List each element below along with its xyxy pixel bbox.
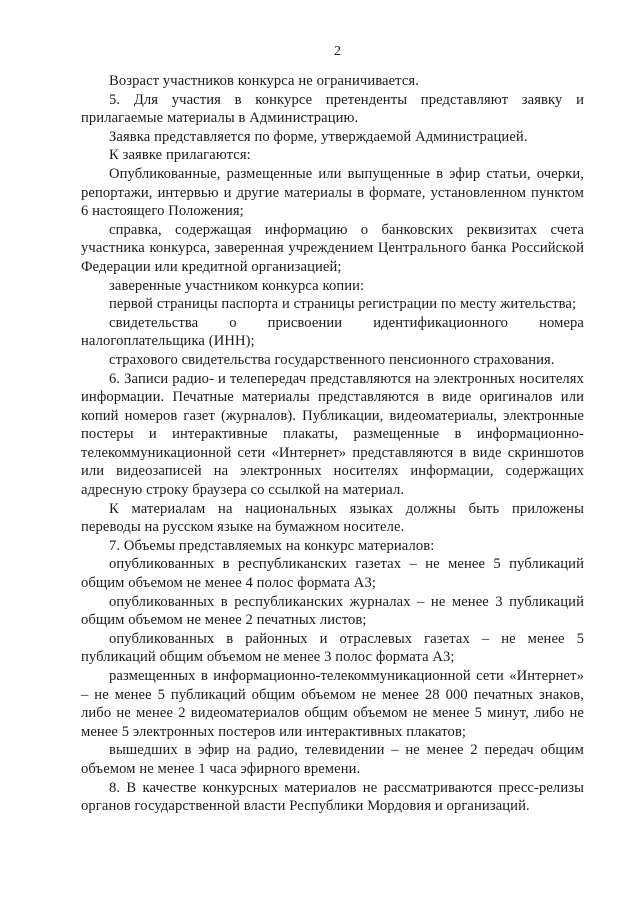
paragraph-republican-newspapers: опубликованных в республиканских газетах – не менее 5 публикаций общим объемом не менее 4 полос формата А3; bbox=[81, 556, 584, 592]
paragraph-translations: К материалам на национальных языках должны быть приложены переводы на русском языке на бумажном носителе. bbox=[81, 500, 584, 536]
paragraph-published-materials: Опубликованные, размещенные или выпущенные в эфир статьи, очерки, репортажи, интервью и другие материалы в формате, установленном пунктом 6 настоящего Положения; bbox=[81, 165, 584, 220]
paragraph-application-form: Заявка представляется по форме, утверждаемой Администрацией. bbox=[109, 128, 528, 145]
paragraph-broadcast: вышедших в эфир на радио, телевидении – не менее 2 передач общим объемом не менее 1 часа эфирного времени. bbox=[81, 742, 584, 777]
paragraph-pension-certificate: страхового свидетельства государственного пенсионного страхования. bbox=[109, 351, 555, 368]
paragraph-passport: первой страницы паспорта и страницы регистрации по месту жительства; bbox=[109, 296, 577, 313]
paragraph-item-6: 6. Записи радио- и телепередач представляются на электронных носителях информации. Печатные материалы представляются в виде оригиналов или копий номеров газет (журналов). Публикации, видеоматериалы, электронные постеры и интерактивные плакаты, размещенные в информационно-телекоммуникационной сети «Интернет» представляются в виде скриншотов или видеозаписей на электронных носителях информации, содержащих адресную строку браузера со ссылкой на материал. bbox=[81, 370, 584, 499]
paragraph-district-newspapers: опубликованных в районных и отраслевых газетах – не менее 5 публикаций общим объемом не менее 3 полос формата А3; bbox=[81, 630, 584, 666]
paragraph-age: Возраст участников конкурса не ограничивается. bbox=[109, 73, 419, 89]
paragraph-item-7: 7. Объемы представляемых на конкурс материалов: bbox=[109, 537, 435, 554]
paragraph-bank-certificate: справка, содержащая информацию о банковских реквизитах счета участника конкурса, заверенная учреждением Центрального банка Российской Федерации или кредитной организацией; bbox=[81, 221, 584, 275]
paragraph-republican-magazines: опубликованных в республиканских журналах – не менее 3 публикаций общим объемом не менее 2 печатных листов; bbox=[81, 593, 584, 629]
page-number: 2 bbox=[334, 44, 341, 59]
paragraph-internet: размещенных в информационно-телекоммуникационной сети «Интернет» – не менее 5 публикаций общим объемом не менее 28 000 печатных знаков, либо не менее 2 видеоматериалов общим объемом не менее 5 минут, либо не менее 5 электронных постеров или интерактивных плакатов; bbox=[81, 668, 584, 740]
paragraph-item-8: 8. В качестве конкурсных материалов не рассматриваются пресс-релизы органов государственной власти Республики Мордовия и организаций. bbox=[81, 779, 584, 815]
paragraph-item-5: 5. Для участия в конкурсе претенденты представляют заявку и прилагаемые материалы в Администрацию. bbox=[81, 91, 584, 127]
paragraph-attachments-intro: К заявке прилагаются: bbox=[109, 147, 251, 164]
paragraph-certified-copies: заверенные участником конкурса копии: bbox=[109, 277, 365, 294]
paragraph-inn: свидетельства о присвоении идентификационного номера налогоплательщика (ИНН); bbox=[81, 314, 584, 350]
